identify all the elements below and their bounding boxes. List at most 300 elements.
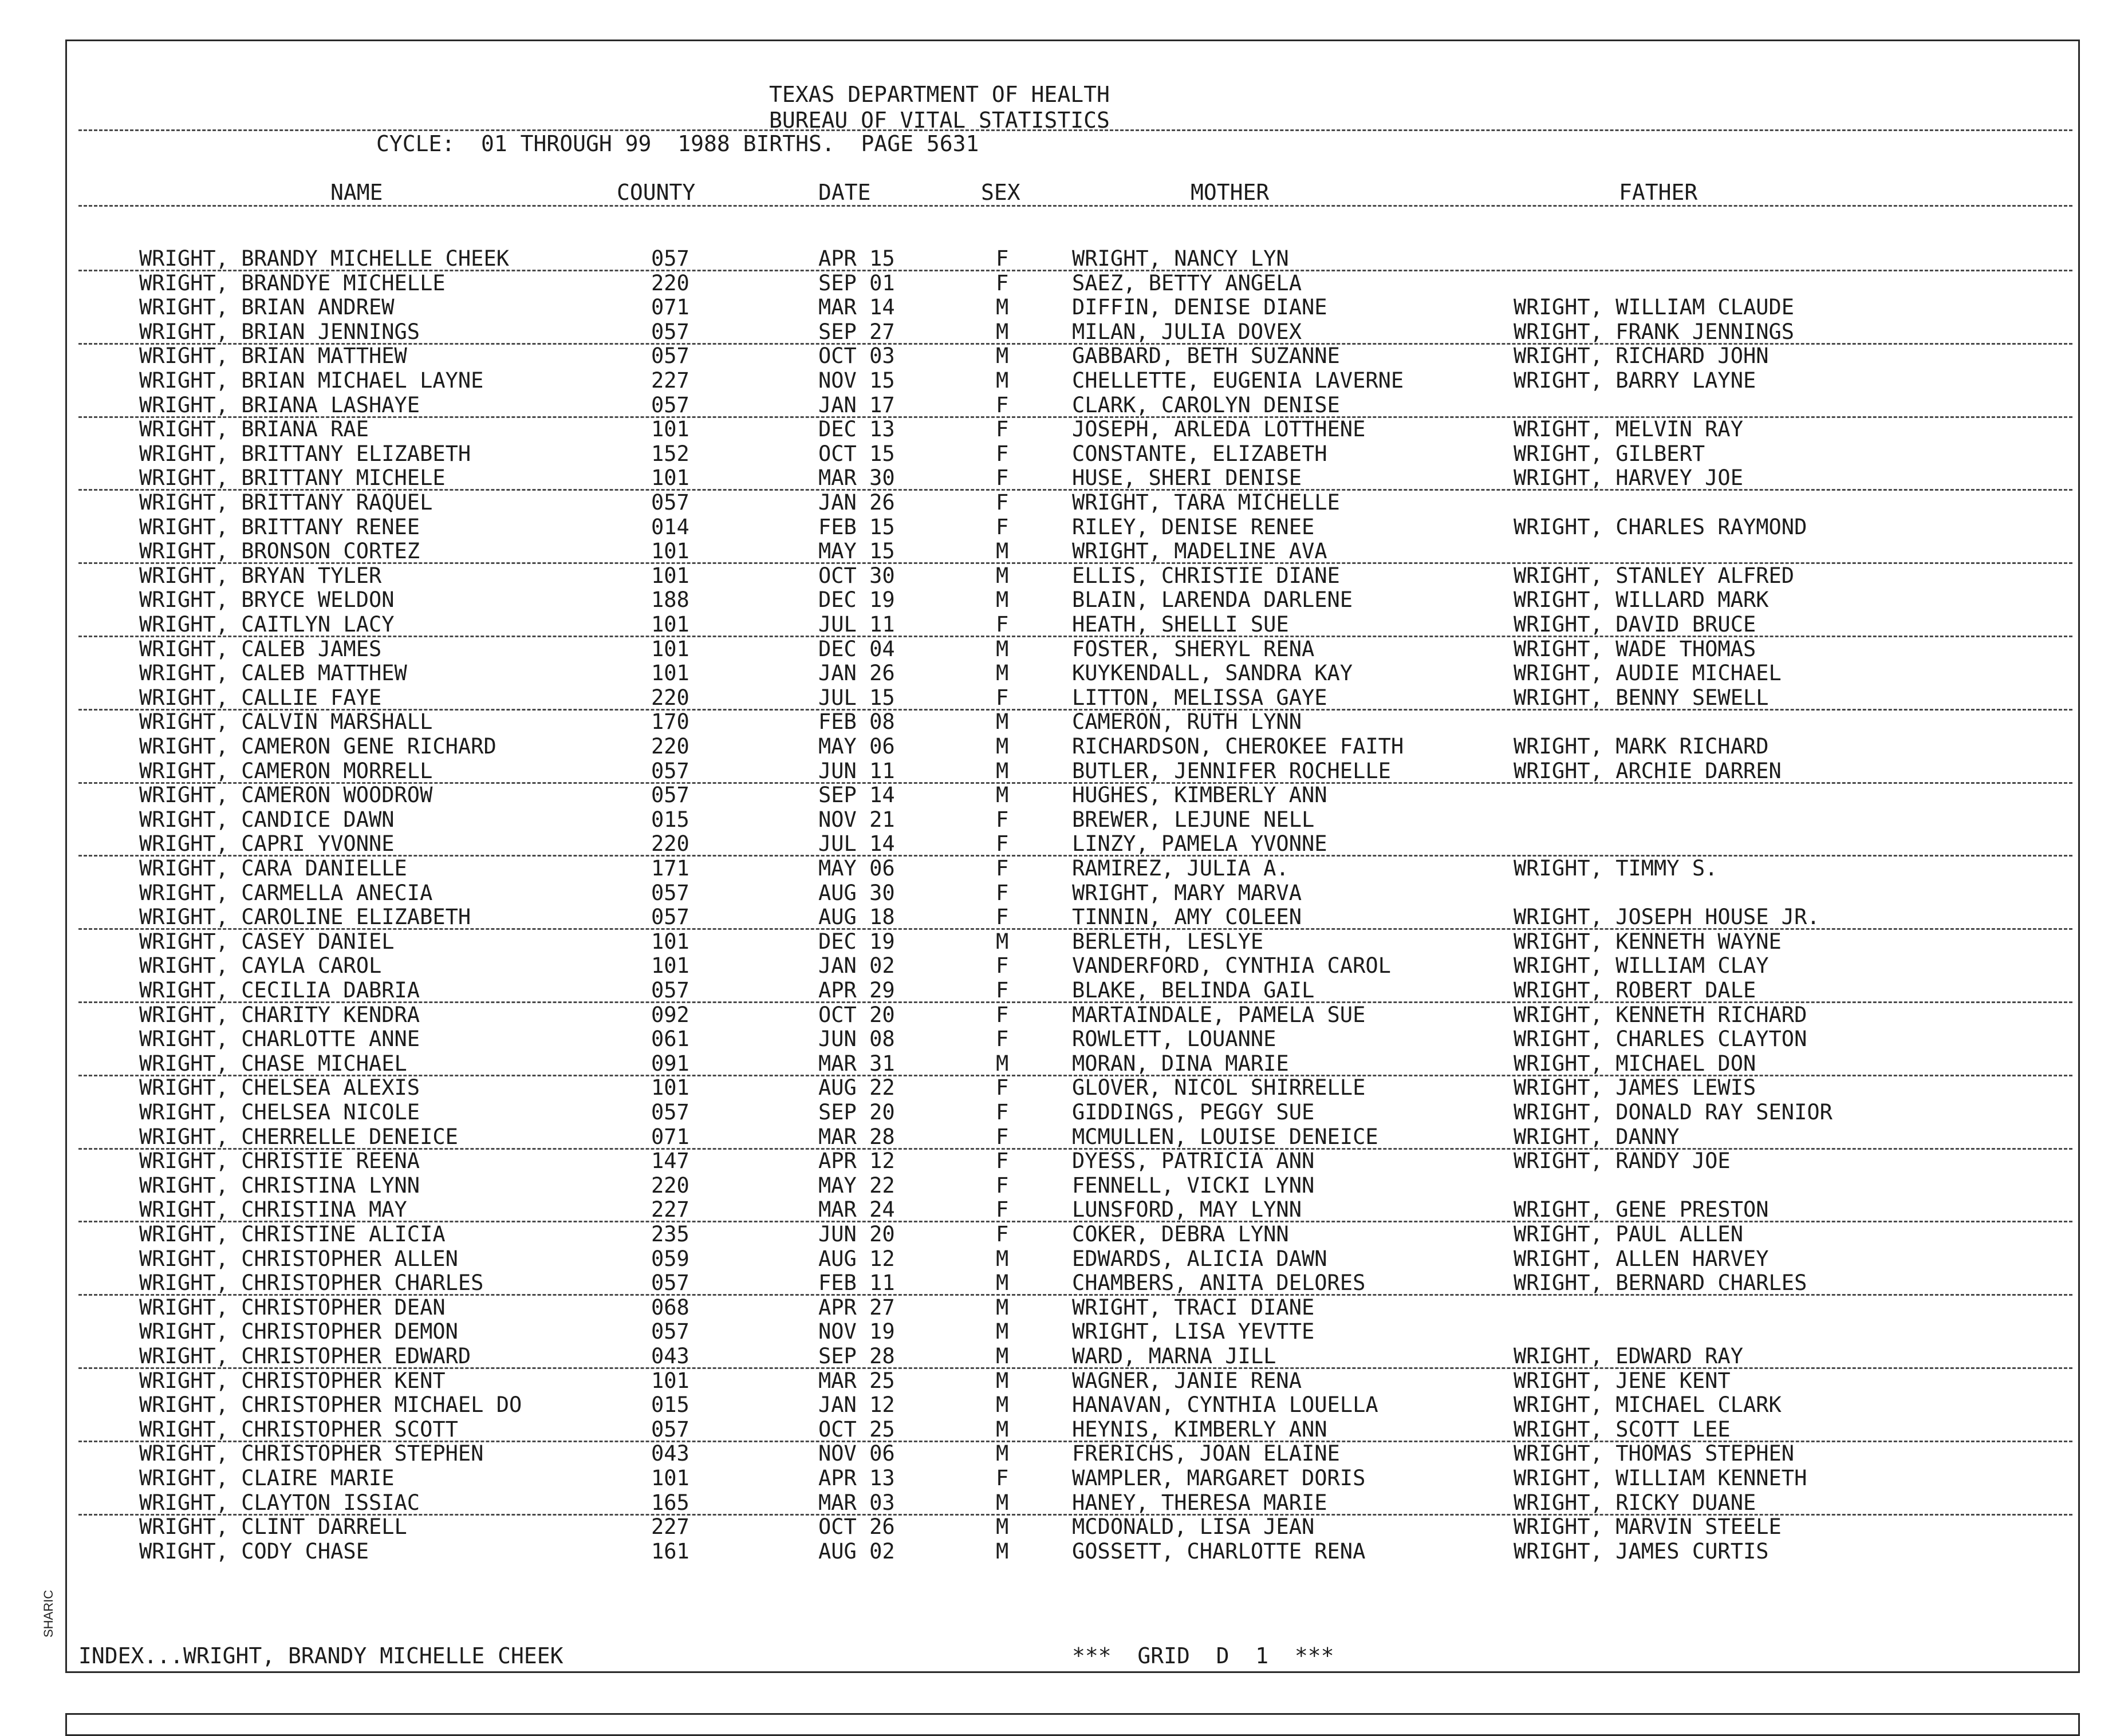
cell-mother: MCDONALD, LISA JEAN: [1072, 1514, 1315, 1540]
cell-name: WRIGHT, CHRISTOPHER EDWARD: [139, 1344, 471, 1368]
cell-county: 043: [651, 1344, 689, 1368]
cell-sex: M: [996, 783, 1009, 808]
table-row: [67, 564, 2078, 589]
table-row: [67, 539, 2078, 564]
cell-sex: M: [996, 1344, 1009, 1368]
cell-mother: GABBARD, BETH SUZANNE: [1072, 344, 1340, 369]
cell-sex: F: [996, 880, 1009, 905]
cell-name: WRIGHT, BRIANA RAE: [139, 417, 369, 442]
cell-father: WRIGHT, CHARLES CLAYTON: [1514, 1027, 1807, 1052]
cell-date: JUN 08: [818, 1027, 895, 1052]
cell-name: WRIGHT, CARMELLA ANECIA: [139, 880, 433, 905]
table-row: [67, 466, 2078, 491]
cell-name: WRIGHT, CLAYTON ISSIAC: [139, 1490, 420, 1515]
cell-name: WRIGHT, CALLIE FAYE: [139, 685, 382, 710]
cell-name: WRIGHT, BRIAN JENNINGS: [139, 319, 420, 344]
cell-sex: F: [996, 465, 1009, 491]
cell-sex: M: [996, 295, 1009, 320]
cell-sex: F: [996, 392, 1009, 417]
cell-sex: M: [996, 1514, 1009, 1540]
cell-sex: F: [996, 612, 1009, 637]
cell-date: FEB 08: [818, 709, 895, 735]
cell-father: WRIGHT, RICKY DUANE: [1514, 1490, 1756, 1515]
table-row: [67, 1515, 2078, 1540]
cell-date: JAN 26: [818, 490, 895, 515]
cell-mother: WRIGHT, LISA YEVTTE: [1072, 1319, 1315, 1344]
cell-name: WRIGHT, BRIANA LASHAYE: [139, 392, 420, 417]
cell-sex: F: [996, 953, 1009, 979]
table-row: [67, 808, 2078, 833]
cycle-line: CYCLE: 01 THROUGH 99 1988 BIRTHS. PAGE 5631: [376, 131, 979, 156]
cell-name: WRIGHT, BRIAN MICHAEL LAYNE: [139, 368, 484, 393]
cell-county: 101: [651, 417, 689, 442]
cell-mother: LINZY, PAMELA YVONNE: [1072, 831, 1327, 857]
table-row: [67, 1149, 2078, 1174]
cell-name: WRIGHT, BRITTANY RENEE: [139, 514, 420, 539]
cell-county: 057: [651, 758, 689, 783]
cell-county: 165: [651, 1490, 689, 1515]
cell-sex: F: [996, 1100, 1009, 1125]
column-header-county: COUNTY: [617, 180, 696, 205]
cell-mother: KUYKENDALL, SANDRA KAY: [1072, 661, 1353, 686]
cell-date: APR 12: [818, 1149, 895, 1174]
table-row: [67, 417, 2078, 442]
cell-date: MAR 30: [818, 465, 895, 491]
column-header-name: NAME: [330, 180, 383, 205]
column-header-sex: SEX: [981, 180, 1020, 205]
cell-name: WRIGHT, CLINT DARRELL: [139, 1514, 407, 1540]
cell-sex: F: [996, 1027, 1009, 1052]
table-row: [67, 661, 2078, 686]
table-row: [67, 1174, 2078, 1198]
cell-date: JAN 26: [818, 661, 895, 686]
header-line-2: BUREAU OF VITAL STATISTICS: [769, 108, 1110, 133]
cell-name: WRIGHT, CAPRI YVONNE: [139, 831, 395, 857]
cell-father: WRIGHT, JAMES LEWIS: [1514, 1075, 1756, 1100]
cell-name: WRIGHT, CAMERON WOODROW: [139, 783, 433, 808]
cell-mother: WARD, MARNA JILL: [1072, 1344, 1276, 1368]
table-row: [67, 1320, 2078, 1344]
cell-mother: HANAVAN, CYNTHIA LOUELLA: [1072, 1392, 1378, 1418]
table-row: [67, 369, 2078, 393]
cell-father: WRIGHT, MICHAEL CLARK: [1514, 1392, 1782, 1418]
cell-father: WRIGHT, ALLEN HARVEY: [1514, 1246, 1769, 1271]
cell-sex: M: [996, 1271, 1009, 1296]
cell-mother: DYESS, PATRICIA ANN: [1072, 1149, 1315, 1174]
table-row: [67, 1027, 2078, 1052]
cell-county: 015: [651, 1392, 689, 1418]
cell-sex: F: [996, 1197, 1009, 1222]
cell-county: 220: [651, 1173, 689, 1198]
cell-name: WRIGHT, CHERRELLE DENEICE: [139, 1124, 458, 1149]
cell-mother: WRIGHT, TARA MICHELLE: [1072, 490, 1340, 515]
table-row: [67, 1100, 2078, 1125]
footer-index: INDEX...WRIGHT, BRANDY MICHELLE CHEEK: [78, 1643, 563, 1668]
table-row: [67, 857, 2078, 881]
cell-mother: CLARK, CAROLYN DENISE: [1072, 392, 1340, 417]
cell-name: WRIGHT, CAITLYN LACY: [139, 612, 395, 637]
cell-father: WRIGHT, BENNY SEWELL: [1514, 685, 1769, 710]
cell-name: WRIGHT, CAYLA CAROL: [139, 953, 382, 979]
cell-name: WRIGHT, CHELSEA ALEXIS: [139, 1075, 420, 1100]
cell-mother: MILAN, JULIA DOVEX: [1072, 319, 1302, 344]
cell-county: 061: [651, 1027, 689, 1052]
cell-mother: HEATH, SHELLI SUE: [1072, 612, 1289, 637]
next-sheet-edge: [65, 1713, 2080, 1736]
cell-mother: COKER, DEBRA LYNN: [1072, 1222, 1289, 1246]
cell-father: WRIGHT, RANDY JOE: [1514, 1149, 1731, 1174]
cell-name: WRIGHT, CHELSEA NICOLE: [139, 1100, 420, 1125]
cell-date: SEP 27: [818, 319, 895, 344]
table-row: [67, 295, 2078, 320]
cell-name: WRIGHT, CHARLOTTE ANNE: [139, 1027, 420, 1052]
cell-date: OCT 03: [818, 344, 895, 369]
cell-county: 057: [651, 1271, 689, 1296]
cell-date: JUL 14: [818, 831, 895, 857]
cell-county: 220: [651, 734, 689, 759]
cell-name: WRIGHT, CAMERON GENE RICHARD: [139, 734, 496, 759]
cell-father: WRIGHT, JAMES CURTIS: [1514, 1538, 1769, 1564]
table-row: [67, 735, 2078, 759]
cell-sex: F: [996, 856, 1009, 881]
cell-county: 071: [651, 1124, 689, 1149]
table-row: [67, 1540, 2078, 1564]
cell-name: WRIGHT, CHRISTOPHER STEPHEN: [139, 1441, 484, 1466]
cell-father: WRIGHT, ARCHIE DARREN: [1514, 758, 1782, 783]
cell-name: WRIGHT, CANDICE DAWN: [139, 807, 395, 832]
cell-county: 057: [651, 1417, 689, 1442]
cell-county: 091: [651, 1051, 689, 1076]
cell-mother: WRIGHT, MADELINE AVA: [1072, 539, 1327, 564]
cell-mother: MARTAINDALE, PAMELA SUE: [1072, 1002, 1366, 1027]
cell-sex: F: [996, 905, 1009, 930]
cell-sex: F: [996, 807, 1009, 832]
cell-date: MAR 28: [818, 1124, 895, 1149]
cell-father: WRIGHT, THOMAS STEPHEN: [1514, 1441, 1795, 1466]
cell-county: 101: [651, 953, 689, 979]
cell-county: 101: [651, 929, 689, 954]
cell-county: 057: [651, 1100, 689, 1125]
cell-name: WRIGHT, CALVIN MARSHALL: [139, 709, 433, 735]
table-row: [67, 832, 2078, 857]
table-row: [67, 881, 2078, 906]
cell-father: WRIGHT, STANLEY ALFRED: [1514, 563, 1795, 588]
cell-name: WRIGHT, CHARITY KENDRA: [139, 1002, 420, 1027]
cell-sex: F: [996, 270, 1009, 295]
cell-mother: BREWER, LEJUNE NELL: [1072, 807, 1315, 832]
cell-mother: WRIGHT, TRACI DIANE: [1072, 1295, 1315, 1320]
cell-father: WRIGHT, DANNY: [1514, 1124, 1680, 1149]
cell-date: AUG 02: [818, 1538, 895, 1564]
table-row: [67, 320, 2078, 345]
cell-sex: M: [996, 1319, 1009, 1344]
cell-sex: F: [996, 1075, 1009, 1100]
cell-name: WRIGHT, CHRISTOPHER DEMON: [139, 1319, 458, 1344]
cell-mother: TINNIN, AMY COLEEN: [1072, 905, 1302, 930]
column-header-date: DATE: [818, 180, 871, 205]
cell-father: WRIGHT, DAVID BRUCE: [1514, 612, 1756, 637]
table-row: [67, 1125, 2078, 1150]
cell-mother: WRIGHT, NANCY LYN: [1072, 246, 1289, 271]
cell-father: WRIGHT, MELVIN RAY: [1514, 417, 1743, 442]
cell-father: WRIGHT, AUDIE MICHAEL: [1514, 661, 1782, 686]
cell-date: JUN 11: [818, 758, 895, 783]
table-row: [67, 930, 2078, 954]
cell-county: 101: [651, 1466, 689, 1490]
cell-date: JAN 02: [818, 953, 895, 979]
cell-sex: F: [996, 1466, 1009, 1490]
cell-mother: JOSEPH, ARLEDA LOTTHENE: [1072, 417, 1366, 442]
cell-father: WRIGHT, RICHARD JOHN: [1514, 344, 1769, 369]
cell-mother: GIDDINGS, PEGGY SUE: [1072, 1100, 1315, 1125]
cell-mother: WRIGHT, MARY MARVA: [1072, 880, 1302, 905]
cell-father: WRIGHT, KENNETH RICHARD: [1514, 1002, 1807, 1027]
table-row: [67, 515, 2078, 540]
cell-county: 227: [651, 1197, 689, 1222]
cell-date: SEP 28: [818, 1344, 895, 1368]
cell-county: 071: [651, 295, 689, 320]
cell-county: 057: [651, 783, 689, 808]
table-row: [67, 1076, 2078, 1100]
cell-sex: F: [996, 490, 1009, 515]
cell-mother: BLAKE, BELINDA GAIL: [1072, 978, 1315, 1003]
cell-mother: HUGHES, KIMBERLY ANN: [1072, 783, 1327, 808]
cell-name: WRIGHT, CHRISTOPHER DEAN: [139, 1295, 446, 1320]
cell-sex: F: [996, 978, 1009, 1003]
table-row: [67, 1491, 2078, 1516]
cell-mother: FRERICHS, JOAN ELAINE: [1072, 1441, 1340, 1466]
cell-date: NOV 15: [818, 368, 895, 393]
cell-name: WRIGHT, BRONSON CORTEZ: [139, 539, 420, 564]
cell-mother: SAEZ, BETTY ANGELA: [1072, 270, 1302, 295]
cell-name: WRIGHT, CHRISTOPHER ALLEN: [139, 1246, 458, 1271]
cell-name: WRIGHT, CECILIA DABRIA: [139, 978, 420, 1003]
cell-date: OCT 15: [818, 441, 895, 466]
cell-date: SEP 14: [818, 783, 895, 808]
cell-date: MAR 14: [818, 295, 895, 320]
column-header-father: FATHER: [1619, 180, 1698, 205]
cell-county: 235: [651, 1222, 689, 1246]
cell-sex: F: [996, 1149, 1009, 1174]
cell-father: WRIGHT, WILLIAM KENNETH: [1514, 1466, 1807, 1490]
cell-sex: F: [996, 441, 1009, 466]
cell-mother: GLOVER, NICOL SHIRRELLE: [1072, 1075, 1366, 1100]
cell-father: WRIGHT, WADE THOMAS: [1514, 636, 1756, 661]
cell-name: WRIGHT, CLAIRE MARIE: [139, 1466, 395, 1490]
cell-date: DEC 19: [818, 587, 895, 613]
cell-sex: F: [996, 685, 1009, 710]
cell-sex: M: [996, 1441, 1009, 1466]
column-header-mother: MOTHER: [1191, 180, 1270, 205]
cell-sex: M: [996, 368, 1009, 393]
cell-mother: HANEY, THERESA MARIE: [1072, 1490, 1327, 1515]
cell-sex: M: [996, 758, 1009, 783]
cell-father: WRIGHT, GENE PRESTON: [1514, 1197, 1769, 1222]
cell-sex: M: [996, 734, 1009, 759]
cell-sex: M: [996, 1051, 1009, 1076]
cell-county: 043: [651, 1441, 689, 1466]
table-row: [67, 783, 2078, 808]
table-row: [67, 637, 2078, 662]
cell-mother: WAMPLER, MARGARET DORIS: [1072, 1466, 1366, 1490]
table-row: [67, 442, 2078, 467]
cell-mother: CAMERON, RUTH LYNN: [1072, 709, 1302, 735]
cell-date: APR 29: [818, 978, 895, 1003]
cell-county: 101: [651, 1075, 689, 1100]
cell-county: 101: [651, 563, 689, 588]
cell-mother: DIFFIN, DENISE DIANE: [1072, 295, 1327, 320]
cell-sex: M: [996, 1295, 1009, 1320]
cell-mother: FENNELL, VICKI LYNN: [1072, 1173, 1315, 1198]
table-row: [67, 710, 2078, 735]
cell-mother: FOSTER, SHERYL RENA: [1072, 636, 1315, 661]
cell-county: 057: [651, 978, 689, 1003]
cell-date: MAY 06: [818, 734, 895, 759]
table-row: [67, 1222, 2078, 1247]
cell-name: WRIGHT, BRIAN MATTHEW: [139, 344, 407, 369]
cell-date: JUN 20: [818, 1222, 895, 1246]
cell-date: DEC 13: [818, 417, 895, 442]
table-row: [67, 1442, 2078, 1466]
cell-name: WRIGHT, BRANDY MICHELLE CHEEK: [139, 246, 510, 271]
cell-father: WRIGHT, MARVIN STEELE: [1514, 1514, 1782, 1540]
cell-father: WRIGHT, MARK RICHARD: [1514, 734, 1769, 759]
cell-date: MAY 22: [818, 1173, 895, 1198]
cell-sex: F: [996, 1124, 1009, 1149]
cell-mother: MCMULLEN, LOUISE DENEICE: [1072, 1124, 1378, 1149]
cell-date: FEB 11: [818, 1271, 895, 1296]
cell-county: 220: [651, 685, 689, 710]
cell-sex: F: [996, 246, 1009, 271]
cell-sex: M: [996, 1417, 1009, 1442]
cell-sex: M: [996, 661, 1009, 686]
cell-county: 227: [651, 368, 689, 393]
cell-mother: CONSTANTE, ELIZABETH: [1072, 441, 1327, 466]
cell-sex: M: [996, 1490, 1009, 1515]
cell-date: OCT 25: [818, 1417, 895, 1442]
table-row: [67, 588, 2078, 613]
cell-father: WRIGHT, MICHAEL DON: [1514, 1051, 1756, 1076]
cell-county: 057: [651, 490, 689, 515]
cell-name: WRIGHT, BRIAN ANDREW: [139, 295, 395, 320]
cell-date: AUG 22: [818, 1075, 895, 1100]
cell-county: 161: [651, 1538, 689, 1564]
footer-grid-label: *** GRID D 1 ***: [1072, 1643, 1334, 1668]
table-row: [67, 1369, 2078, 1394]
cell-date: SEP 20: [818, 1100, 895, 1125]
cell-name: WRIGHT, CHRISTINA MAY: [139, 1197, 407, 1222]
cell-name: WRIGHT, CARA DANIELLE: [139, 856, 407, 881]
cell-county: 220: [651, 270, 689, 295]
side-mark: SHARIC: [41, 1589, 56, 1638]
cell-name: WRIGHT, CHRISTOPHER KENT: [139, 1368, 446, 1393]
cell-county: 057: [651, 905, 689, 930]
cell-father: WRIGHT, JOSEPH HOUSE JR.: [1514, 905, 1820, 930]
cell-date: APR 15: [818, 246, 895, 271]
cell-sex: M: [996, 709, 1009, 735]
column-header-rule: [78, 205, 2072, 207]
cell-date: NOV 21: [818, 807, 895, 832]
cell-name: WRIGHT, CALEB MATTHEW: [139, 661, 407, 686]
cell-father: WRIGHT, BERNARD CHARLES: [1514, 1271, 1807, 1296]
cell-father: WRIGHT, SCOTT LEE: [1514, 1417, 1731, 1442]
cell-sex: M: [996, 1538, 1009, 1564]
cell-father: WRIGHT, WILLIAM CLAUDE: [1514, 295, 1795, 320]
cell-date: MAY 15: [818, 539, 895, 564]
cell-county: 147: [651, 1149, 689, 1174]
cell-county: 101: [651, 636, 689, 661]
table-row: [67, 1247, 2078, 1272]
cell-mother: GOSSETT, CHARLOTTE RENA: [1072, 1538, 1366, 1564]
table-row: [67, 1466, 2078, 1491]
cell-name: WRIGHT, CHRISTOPHER SCOTT: [139, 1417, 458, 1442]
cell-county: 015: [651, 807, 689, 832]
cell-name: WRIGHT, BRITTANY ELIZABETH: [139, 441, 471, 466]
cell-county: 101: [651, 1368, 689, 1393]
cell-sex: F: [996, 831, 1009, 857]
cell-sex: M: [996, 1368, 1009, 1393]
table-row: [67, 1198, 2078, 1222]
table-row: [67, 759, 2078, 784]
cell-date: DEC 19: [818, 929, 895, 954]
cell-date: JUL 11: [818, 612, 895, 637]
cell-name: WRIGHT, CASEY DANIEL: [139, 929, 395, 954]
table-row: [67, 954, 2078, 979]
cell-name: WRIGHT, CODY CHASE: [139, 1538, 369, 1564]
cell-father: WRIGHT, CHARLES RAYMOND: [1514, 514, 1807, 539]
cell-father: WRIGHT, GILBERT: [1514, 441, 1705, 466]
cell-county: 014: [651, 514, 689, 539]
table-row: [67, 613, 2078, 637]
cell-county: 068: [651, 1295, 689, 1320]
cell-name: WRIGHT, CHRISTOPHER MICHAEL DO: [139, 1392, 522, 1418]
cell-father: WRIGHT, EDWARD RAY: [1514, 1344, 1743, 1368]
cell-date: DEC 04: [818, 636, 895, 661]
table-row: [67, 979, 2078, 1003]
table-row: [67, 1344, 2078, 1369]
table-row: [67, 1418, 2078, 1442]
cell-father: WRIGHT, TIMMY S.: [1514, 856, 1718, 881]
cell-father: WRIGHT, PAUL ALLEN: [1514, 1222, 1743, 1246]
table-row: [67, 905, 2078, 930]
cell-mother: WAGNER, JANIE RENA: [1072, 1368, 1302, 1393]
cell-county: 227: [651, 1514, 689, 1540]
table-row: [67, 1296, 2078, 1320]
cell-name: WRIGHT, BRITTANY RAQUEL: [139, 490, 433, 515]
cell-mother: LUNSFORD, MAY LYNN: [1072, 1197, 1302, 1222]
cell-mother: MORAN, DINA MARIE: [1072, 1051, 1289, 1076]
cell-county: 170: [651, 709, 689, 735]
cell-father: WRIGHT, HARVEY JOE: [1514, 465, 1743, 491]
cell-name: WRIGHT, CHRISTOPHER CHARLES: [139, 1271, 484, 1296]
cell-county: 101: [651, 539, 689, 564]
cell-name: WRIGHT, CHRISTINA LYNN: [139, 1173, 420, 1198]
cell-date: FEB 15: [818, 514, 895, 539]
cell-county: 057: [651, 319, 689, 344]
cell-county: 220: [651, 831, 689, 857]
cell-sex: M: [996, 563, 1009, 588]
table-row: [67, 344, 2078, 369]
cell-father: WRIGHT, JENE KENT: [1514, 1368, 1731, 1393]
table-row: [67, 1003, 2078, 1028]
cell-name: WRIGHT, BRANDYE MICHELLE: [139, 270, 446, 295]
cell-sex: F: [996, 1222, 1009, 1246]
cell-sex: F: [996, 1002, 1009, 1027]
cell-county: 101: [651, 661, 689, 686]
table-row: [67, 271, 2078, 296]
cell-date: OCT 20: [818, 1002, 895, 1027]
table-row: [67, 393, 2078, 418]
